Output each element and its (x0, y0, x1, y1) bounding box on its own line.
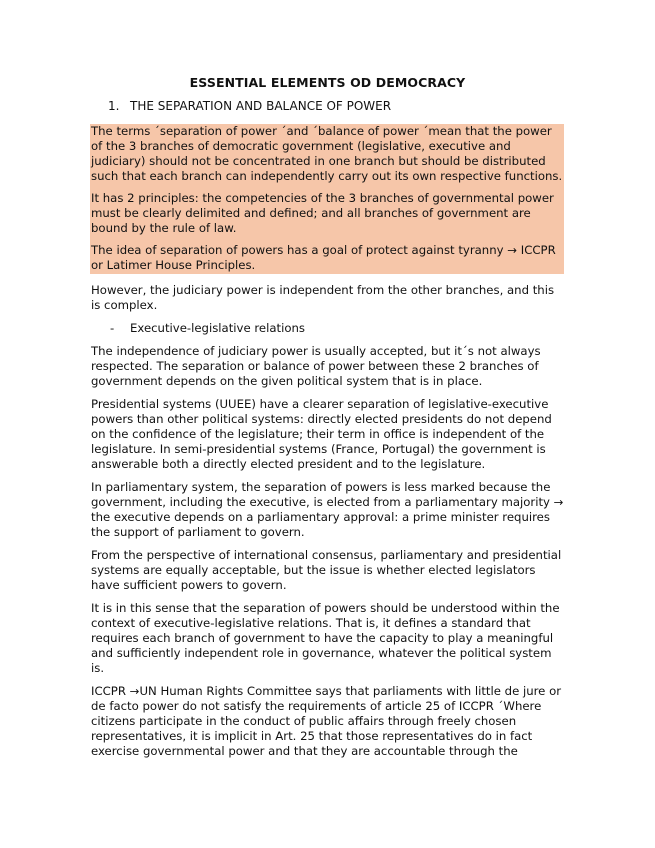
bullet-item (91, 321, 564, 336)
section-heading (108, 99, 391, 113)
paragraph: Presidential systems (UUEE) have a clearer separation of legislative-executive powers than other political systems: directly elected presidents do not depend on the confidence of the legislature; their term in office is independent of the legislature. In semi-presidential systems (France, Portugal) the government is answerable both a directly elected president and to the legislature. (91, 397, 552, 471)
paragraph: ICCPR →UN Human Rights Committee says that parliaments with little de jure or de facto power do not satisfy the requirements of article 25 of ICCPR ´Where citizens participate in the conduct of public affairs through freely chosen representatives, it is implicit in Art. 25 that those representatives do in fact exercise governmental power and that they are accountable through the (91, 684, 562, 758)
highlighted-paragraph: It has 2 principles: the competencies of the 3 branches of governmental power must be clearly delimited and defined; and all branches of government are bound by the rule of law. (91, 191, 554, 235)
bullet-text: Executive-legislative relations (130, 321, 305, 335)
paragraph: However, the judiciary power is independent from the other branches, and this is complex. (91, 283, 555, 312)
highlighted-paragraph: The terms ´separation of power ´and ´balance of power ´mean that the power of the 3 branches of democratic government (legislative, executive and judiciary) should not be concentrated in one branch but should be distributed such that each branch can independently carry out its own respective functions. (91, 124, 563, 183)
spacer (91, 274, 564, 283)
document-body (91, 124, 564, 767)
paragraph: From the perspective of international consensus, parliamentary and presidential systems are equally acceptable, but the issue is whether elected legislators have sufficient powers to govern. (91, 548, 562, 592)
section-number: 1. (108, 99, 120, 113)
section-heading-text: THE SEPARATION AND BALANCE OF POWER (130, 99, 392, 113)
paragraph: It is in this sense that the separation of powers should be understood within the context of executive-legislative relations. That is, it defines a standard that requires each branch of government to have the capacity to play a meaningful and sufficiently independent role in governance, whatever the political system is. (91, 601, 560, 675)
highlighted-paragraph: The idea of separation of powers has a goal of protect against tyranny → ICCPR or Latimer House Principles. (91, 243, 556, 272)
bullet-dash: - (110, 321, 115, 335)
paragraph: The independence of judiciary power is usually accepted, but it´s not always respected. The separation or balance of power between these 2 branches of government depends on the given political system that is in place. (91, 344, 541, 388)
highlighted-block (90, 124, 564, 274)
document-title: ESSENTIAL ELEMENTS OD DEMOCRACY (189, 75, 466, 90)
paragraph: In parliamentary system, the separation of powers is less marked because the government, including the executive, is elected from a parliamentary majority → the executive depends on a parliamentary approval: a prime minister requires the support of parliament to govern. (91, 480, 564, 539)
